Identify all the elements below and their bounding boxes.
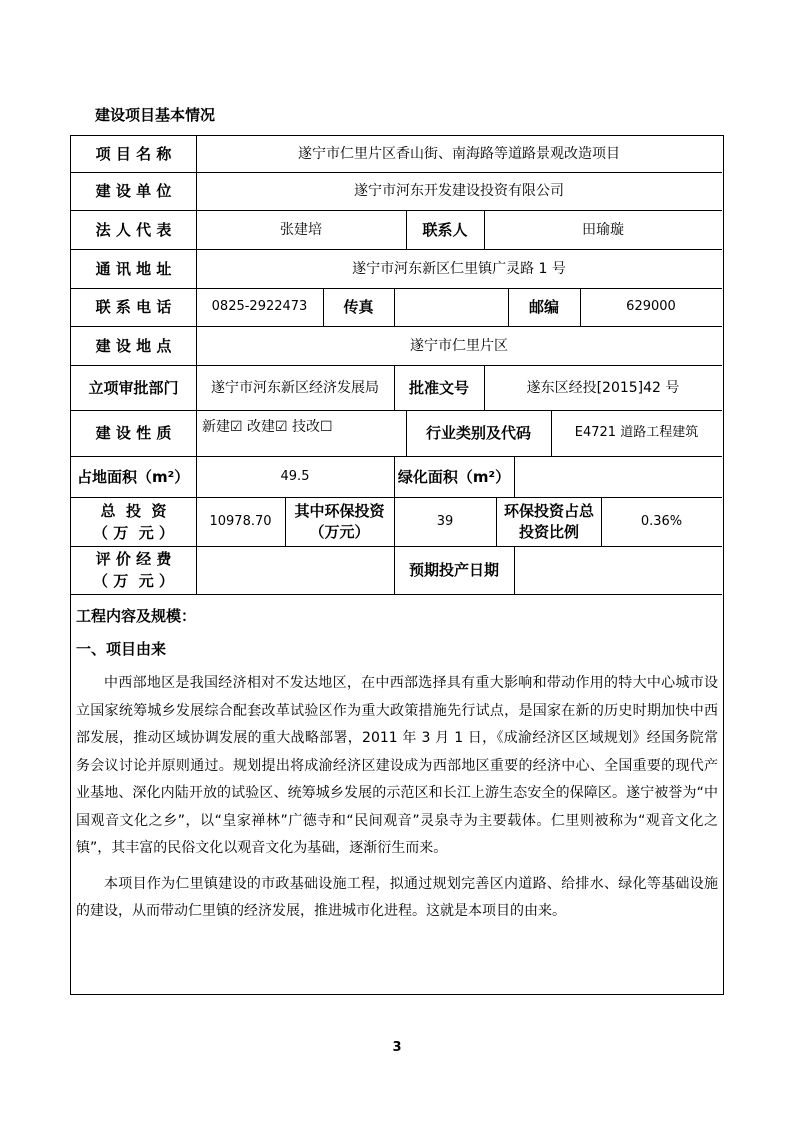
address-label: 通 讯 地 址 [95, 259, 172, 278]
approval-dept-label: 立项审批部门 [88, 378, 179, 397]
legal-rep-label: 法 人 代 表 [95, 220, 172, 239]
investment-value: 10978.70 [209, 513, 272, 529]
green-area-label: 绿化面积（m²） [397, 467, 511, 486]
section-title: 建设项目基本情况 [95, 106, 216, 124]
industry-value: E4721 道路工程建筑 [574, 425, 699, 440]
industry-label: 行业类别及代码 [425, 424, 531, 442]
eval-fee-label-line1: 评 价 经 费 [95, 550, 172, 568]
origin-paragraph-2: 本项目作为仁里镇建设的市政基础设施工程，拟通过规划完善区内道路、给排水、绿化等基础设施的建设，从而带动仁里镇的经济发展，推进城市化进程。这就是本项目的由来。 [76, 875, 718, 919]
approval-doc-value: 遂东区经投[2015]42 号 [526, 379, 680, 396]
env-ratio-value: 0.36% [640, 513, 683, 529]
eval-fee-label [71, 546, 196, 594]
location-value: 遂宁市仁里片区 [410, 337, 508, 354]
green-area-value [514, 456, 722, 497]
location-label: 建 设 地 点 [95, 336, 172, 355]
env-investment-value: 39 [436, 513, 454, 529]
approval-dept-value: 遂宁市河东新区经济发展局 [211, 379, 379, 396]
investment-label-line2: （ 万 元 ） [93, 523, 174, 542]
contact-value: 田瑜璇 [582, 221, 624, 238]
project-name-value: 遂宁市仁里片区香山街、南海路等道路景观改造项目 [298, 146, 620, 162]
origin-paragraph-1: 中西部地区是我国经济相对不发达地区，在中西部选择具有重大影响和带动作用的特大中心城市设立国家统筹城乡发展综合配套改革试验区作为重大政策措施先行试点，是国家在新的历史时期加快中西部发展，推动区域协调发展的重大战略部署，2011 年 3 月 1 日，《成渝经济区区域规划》经国务院常务会议讨论并原则通过。规划提出将成渝经济区建设成为西部地区重要的经济中心、全国重要的现代产业基地、深化内陆开放的试验区、统筹城乡发展的示范区和长江上游生态安全的保障区。遂宁被誉为“中国观音文化之乡”，以“皇家禅林”广德寺和“民间观音”灵泉寺为主要载体。仁里则被称为“观音文化之镇”，其丰富的民俗文化以观音文化为基础，逐渐衍生而来。 [76, 675, 718, 856]
phone-value: 0825-2922473 [211, 299, 308, 314]
approval-doc-label: 批准文号 [408, 378, 469, 397]
zip-value: 629000 [626, 299, 676, 314]
nature-value: 新建☑ 改建☑ 技改☐ [202, 419, 333, 435]
eval-fee-label-line2: （ 万 元 ） [93, 572, 174, 590]
project-content [76, 600, 718, 926]
address-value: 遂宁市河东新区仁里镇广灵路 1 号 [352, 260, 566, 277]
builder-value: 遂宁市河东开发建设投资有限公司 [354, 183, 564, 199]
area-label: 占地面积（m²） [77, 467, 190, 486]
area-value: 49.5 [280, 468, 310, 484]
fax-label: 传真 [343, 298, 374, 316]
env-ratio-label: 环保投资占总投资比例 [503, 501, 594, 541]
production-date-value [514, 546, 722, 594]
section-origin-heading: 一、项目由来 [76, 640, 167, 658]
fax-value [394, 288, 508, 326]
env-investment-label: 其中环保投资（万元） [294, 501, 385, 541]
contact-label: 联系人 [422, 220, 468, 239]
nature-label: 建 设 性 质 [95, 424, 172, 442]
zip-label: 邮编 [528, 298, 559, 316]
eval-fee-value [196, 546, 394, 594]
content-heading: 工程内容及规模： [76, 607, 197, 625]
investment-label-line1: 总 投 资 [100, 501, 167, 520]
investment-label [71, 497, 196, 546]
page-number: 3 [392, 1040, 402, 1055]
project-name-label: 项 目 名 称 [95, 145, 172, 163]
phone-label: 联 系 电 话 [95, 298, 172, 316]
builder-label: 建 设 单 位 [95, 182, 172, 200]
legal-rep-value: 张建培 [280, 221, 322, 238]
production-date-label: 预期投产日期 [408, 561, 499, 579]
